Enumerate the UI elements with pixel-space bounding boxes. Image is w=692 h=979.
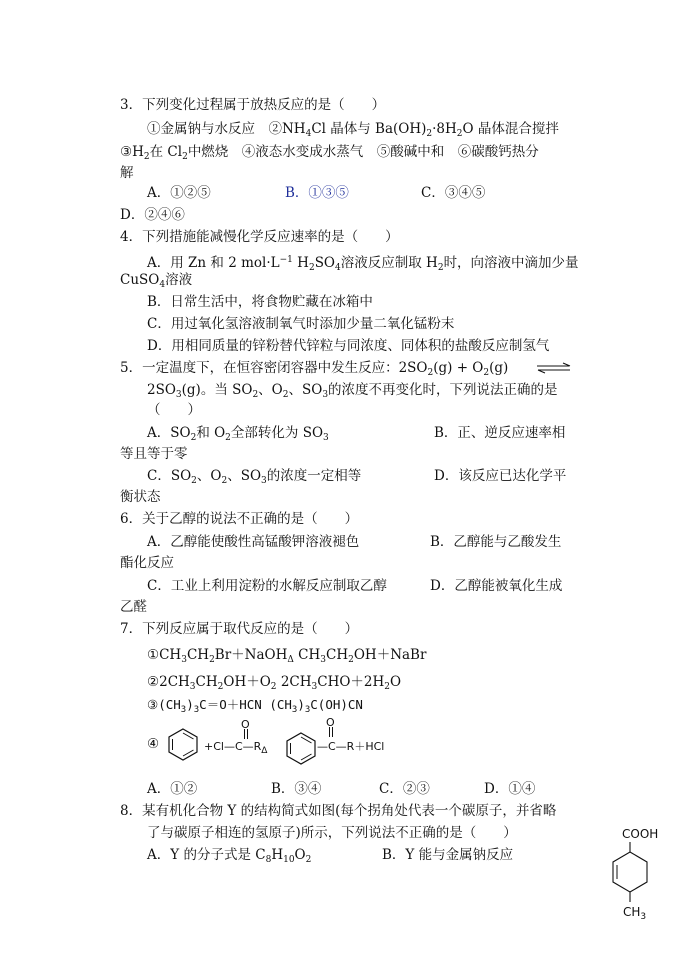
q8-option-a: A．Y 的分子式是 $C_8H_{10}O_2$ [147, 847, 312, 865]
q5-option-d: D．该反应已达化学平 [434, 468, 567, 484]
compound-y-ch3-label: $CH_3$ [623, 905, 647, 922]
q3-option-b: B．①③⑤ [285, 185, 349, 201]
carbonyl-double-bond-icon [242, 729, 250, 739]
q7-option-b: B．③④ [271, 781, 322, 797]
q6-option-b-cont: 酯化反应 [120, 555, 174, 571]
q7-product-carbonyl-o: O [326, 716, 335, 729]
q8-option-b: B．Y 能与金属钠反应 [382, 847, 514, 863]
q7-stem: 7．下列反应属于取代反应的是（ ） [120, 621, 359, 637]
q3-option-c: C．③④⑤ [421, 185, 486, 201]
q3-stem: 3．下列变化过程属于放热反应的是（ ） [120, 97, 386, 113]
q5-stem-paren: （ ） [147, 402, 201, 418]
q4-option-a-line1: A．用 Zn 和 2 $mol\cdot L^{-1}$ $H_2SO_4$溶液反应制取 $H_2$时，向溶液中滴加少量 [147, 255, 579, 273]
q5-option-b-cont: 等且等于零 [120, 446, 188, 462]
q3-items-line3: 解 [120, 165, 134, 181]
compound-y-structure-icon [603, 842, 657, 910]
q6-stem: 6．关于乙醇的说法不正确的是（ ） [120, 511, 359, 527]
q7-option-d: D．①④ [484, 781, 536, 797]
q5-option-d-cont: 衡状态 [120, 489, 161, 505]
q3-option-a: A．①②⑤ [147, 185, 211, 201]
q7-reaction-4-product: —C—R＋HCl [317, 740, 385, 753]
benzene-ring-icon [284, 730, 318, 766]
q7-reaction-2: $②2CH_3CH_2OH+O_2$ $2CH_3CHO+2H_2O$ [147, 674, 402, 692]
q7-reaction-3: $③(CH_3)_3C=O+HCN$ $(CH_3)_3C(OH)CN$ [147, 697, 363, 715]
q4-option-c: C．用过氧化氢溶液制氧气时添加少量二氧化锰粉末 [147, 316, 455, 332]
q7-reaction-1: $①CH_3CH_2Br+NaOH_\Delta$ $CH_3CH_2OH+NaBr$ [147, 647, 427, 665]
q3-items-line2: $③H_2$在 $Cl_2$中燃烧 ④液态水变成水蒸气 ⑤酸碱中和 ⑥碳酸钙热分 [120, 144, 539, 162]
q6-option-d: D．乙醇能被氧化生成 [430, 578, 563, 594]
q8-stem-line2: 了与碳原子相连的氢原子)所示，下列说法不正确的是（ ） [147, 825, 517, 841]
q3-items-line1: ①金属钠与水反应 $②NH_4Cl$ 晶体与 $Ba(OH)_2\cdot 8H_2O$ 晶体混合搅拌 [147, 121, 559, 139]
q7-reaction-4-label: ④ [147, 736, 160, 752]
carbonyl-double-bond-icon [327, 727, 335, 737]
q7-option-c: C．②③ [379, 781, 430, 797]
q5-option-a: A．$SO_2$和 $O_2$全部转化为 $SO_3$ [147, 425, 329, 443]
q5-option-c: C．$SO_2$、$O_2$、$SO_3$的浓度一定相等 [147, 468, 362, 486]
benzene-ring-icon [166, 726, 200, 762]
q4-option-d: D．用相同质量的锌粉替代锌粒与同浓度、同体积的盐酸反应制氢气 [147, 338, 550, 354]
q7-reagent-carbonyl-o: O [241, 718, 250, 731]
q3-option-d: D．②④⑥ [120, 207, 185, 223]
q6-option-d-cont: 乙醛 [120, 599, 147, 615]
equilibrium-arrow-icon [536, 362, 572, 374]
q5-stem-line1: 5．一定温度下，在恒容密闭容器中发生反应：$2SO_2(g) + O_2(g)$ [120, 360, 509, 378]
q4-stem: 4．下列措施能减慢化学反应速率的是（ ） [120, 229, 399, 245]
q6-option-a: A．乙醇能使酸性高锰酸钾溶液褪色 [147, 534, 360, 550]
q8-stem-line1: 8．某有机化合物 Y 的结构简式如图(每个拐角处代表一个碳原子，并省略 [120, 803, 557, 819]
q5-stem-line2: $2SO_3(g)$。当 $SO_2$、$O_2$、$SO_3$的浓度不再变化时，下列说法正确的是 [147, 382, 558, 400]
q5-option-b: B．正、逆反应速率相 [434, 425, 566, 441]
q4-option-a-line2: CuSO$_4$溶液 [120, 272, 193, 290]
q4-option-b: B．日常生活中，将食物贮藏在冰箱中 [147, 294, 373, 310]
q7-reaction-4-reagent: $+Cl—C—R_\Delta$ [204, 740, 268, 756]
q6-option-c: C．工业上利用淀粉的水解反应制取乙醇 [147, 578, 387, 594]
compound-y-cooh-label: COOH [622, 827, 659, 841]
q6-option-b: B．乙醇能与乙酸发生 [430, 534, 562, 550]
q7-option-a: A．①② [147, 781, 198, 797]
